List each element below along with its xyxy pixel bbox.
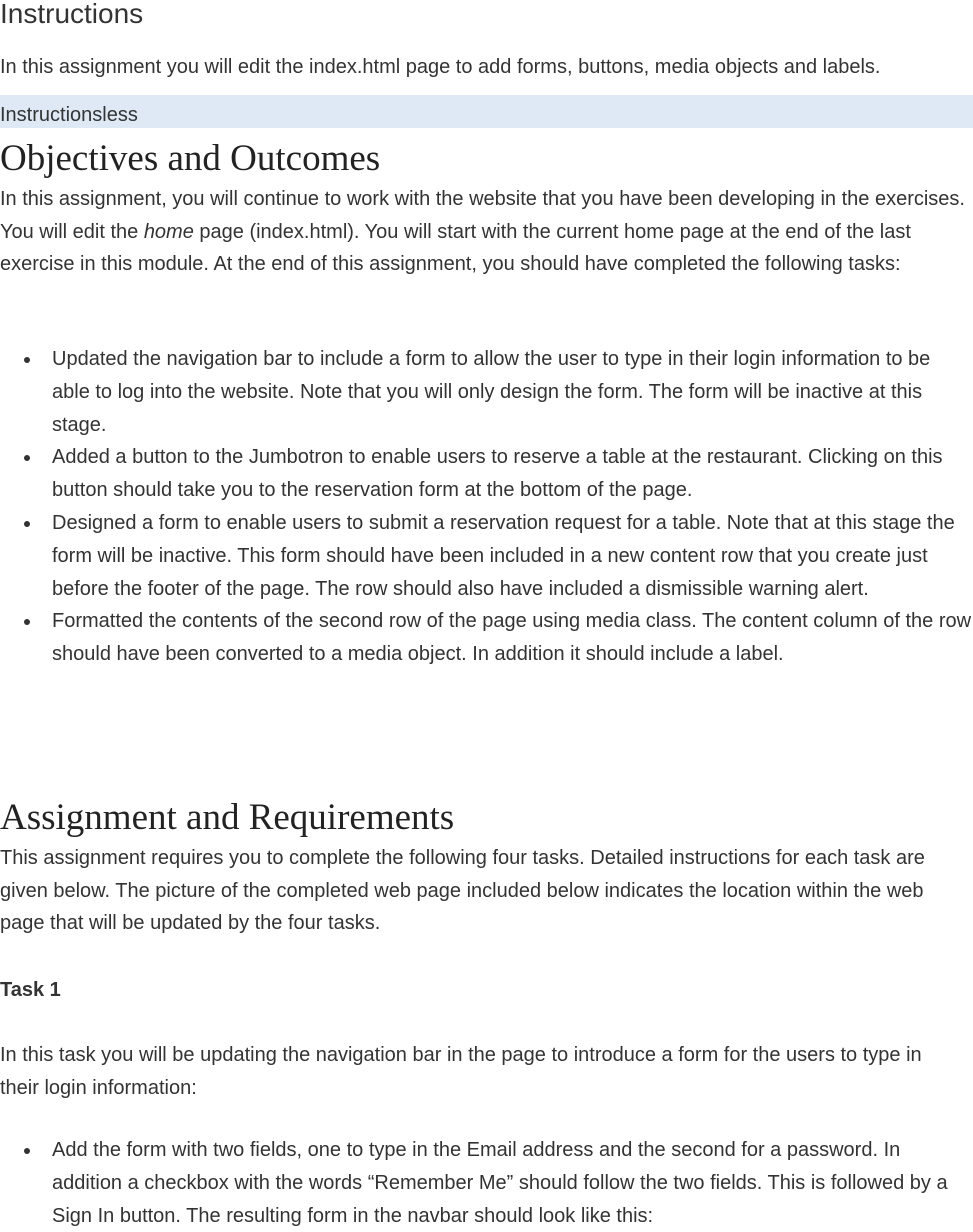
bullet-icon — [24, 1148, 30, 1154]
bullet-icon — [24, 619, 30, 625]
bullet-icon — [24, 455, 30, 461]
instructionsless-banner — [0, 95, 973, 128]
list-item-text: Formatted the contents of the second row of the page using media class. The content column of the row should have been converted to a media object. In addition it should include a label. — [52, 610, 972, 666]
list-item-text: Add the form with two fields, one to type in the Email address and the second for a password. In addition a checkbox with the words “Remember Me” should follow the two fields. This is followed by a Sign In button. The resulting form in the navbar should look like this: — [52, 1139, 948, 1227]
objectives-emphasis: home — [143, 220, 194, 243]
objectives-paragraph — [0, 183, 973, 281]
list-item — [0, 441, 973, 507]
list-item-text: Updated the navigation bar to include a form to allow the user to type in their login information to be able to log into the website. Note that you will only design the form. The form will be inactive at this stage. — [52, 348, 931, 436]
task1-paragraph: In this task you will be updating the navigation bar in the page to introduce a form for the users to type in their login information: — [0, 1044, 922, 1099]
objectives-text-after: page (index.html). You will start with the current home page at the end of the last exercise in this module. At the end of this assignment, you should have completed the following tasks: — [0, 220, 911, 275]
bullet-icon — [24, 521, 30, 527]
list-item — [0, 507, 973, 605]
list-item-text: Added a button to the Jumbotron to enable users to reserve a table at the restaurant. Clicking on this button should take you to the reservation form at the bottom of the page. — [52, 446, 943, 502]
list-item — [0, 605, 973, 671]
objectives-list — [0, 343, 973, 671]
list-item — [0, 343, 973, 441]
instructions-heading: Instructions — [0, 0, 144, 29]
list-item — [0, 1134, 973, 1232]
objectives-text-before: In this assignment, you will continue to work with the website that you have been developing in the exercises. You will edit the — [0, 188, 965, 243]
task1-label: Task 1 — [0, 979, 61, 1001]
task1-list — [0, 1134, 973, 1232]
list-item-text: Designed a form to enable users to submit a reservation request for a table. Note that at this stage the form will be inactive. This form should have been included in a new content row that you create just before the footer of the page. The row should also have included a dismissible warning alert. — [52, 511, 955, 600]
assignment-heading: Assignment and Requirements — [0, 797, 455, 838]
bullet-icon — [24, 357, 30, 363]
banner-label: Instructionsless — [0, 104, 138, 126]
objectives-heading: Objectives and Outcomes — [0, 138, 381, 179]
assignment-paragraph: This assignment requires you to complete the following four tasks. Detailed instructions for each task are given below. The picture of the completed web page included below indicates the location within the web page that will be updated by the four tasks. — [0, 847, 925, 934]
intro-paragraph: In this assignment you will edit the index.html page to add forms, buttons, media objects and labels. — [0, 56, 881, 78]
